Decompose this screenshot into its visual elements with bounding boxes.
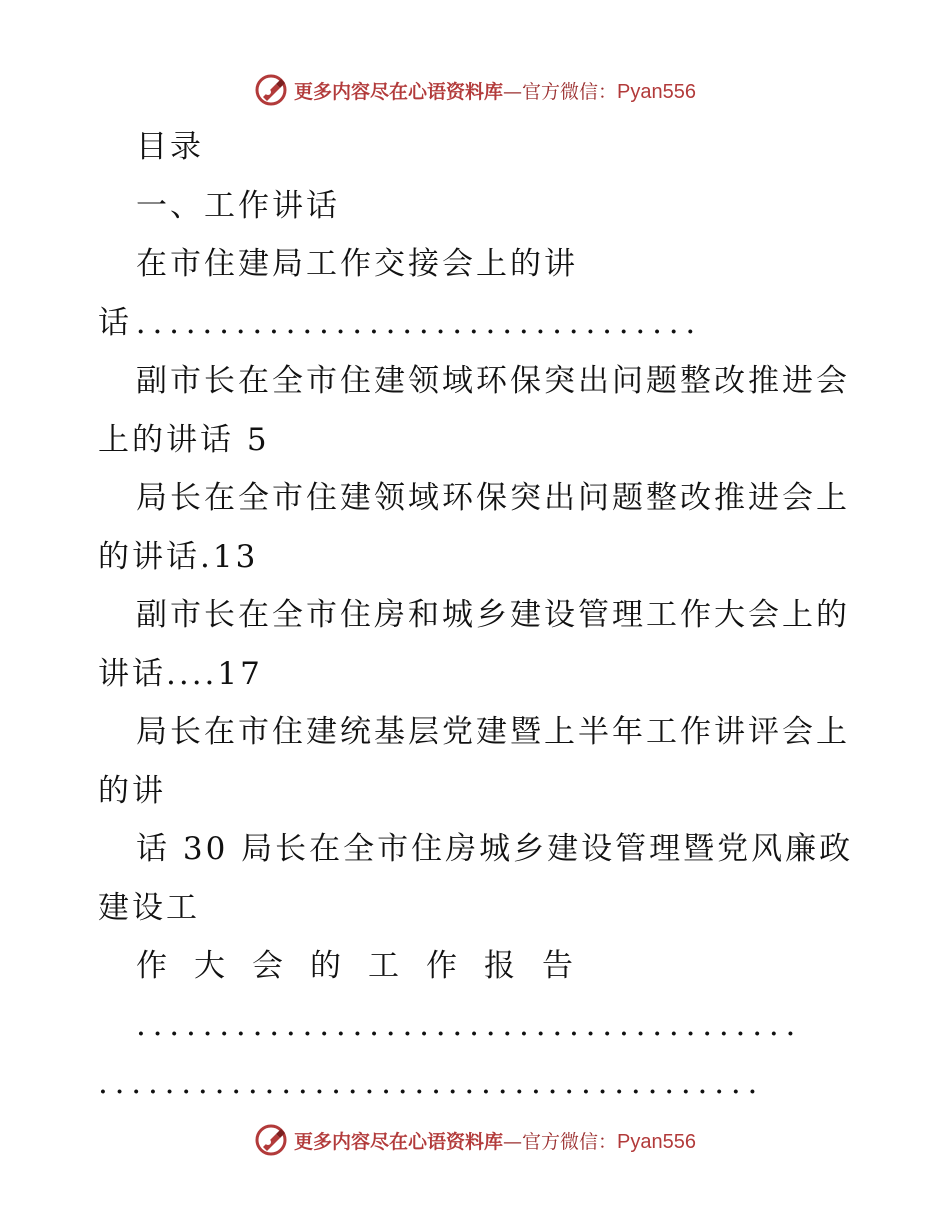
toc-heading: 目录 xyxy=(136,129,204,165)
pen-logo-icon xyxy=(254,73,288,107)
toc-section-title: 一、工作讲话 xyxy=(136,187,340,224)
toc-entry: 话 30 局长在全市住房城乡建设管理暨党风廉政 xyxy=(136,831,854,867)
toc-dot-leader: ........................................ xyxy=(98,1065,765,1101)
toc-entry: 上的讲话 5 xyxy=(98,421,270,458)
toc-entry: 副市长在全市住建领域环保突出问题整改推进会 xyxy=(136,363,850,399)
watermark-text: 更多内容尽在心语资料库—官方微信：Pyan556 xyxy=(294,80,696,103)
watermark-bottom xyxy=(0,1120,950,1160)
toc-entry: 讲话....17 xyxy=(98,655,263,692)
toc-entry: 在市住建局工作交接会上的讲 xyxy=(136,246,578,282)
toc-body xyxy=(98,118,858,1113)
watermark-top xyxy=(0,70,950,110)
toc-entry: 副市长在全市住房和城乡建设管理工作大会上的 xyxy=(136,597,850,633)
toc-entry: 局长在全市住建领域环保突出问题整改推进会上 xyxy=(136,480,850,516)
toc-entry: 作大会的工作报告 xyxy=(136,948,600,984)
toc-entry: 的讲话.13 xyxy=(98,538,259,575)
toc-entry: 话.................................. xyxy=(98,304,703,341)
pen-logo-icon xyxy=(254,1123,288,1157)
toc-entry: 建设工 xyxy=(98,889,200,926)
toc-dot-leader: ........................................ xyxy=(136,1006,803,1043)
toc-entry: 局长在市住建统基层党建暨上半年工作讲评会上 xyxy=(136,714,850,750)
toc-entry: 的讲 xyxy=(98,772,166,809)
watermark-text: 更多内容尽在心语资料库—官方微信：Pyan556 xyxy=(294,1130,696,1153)
